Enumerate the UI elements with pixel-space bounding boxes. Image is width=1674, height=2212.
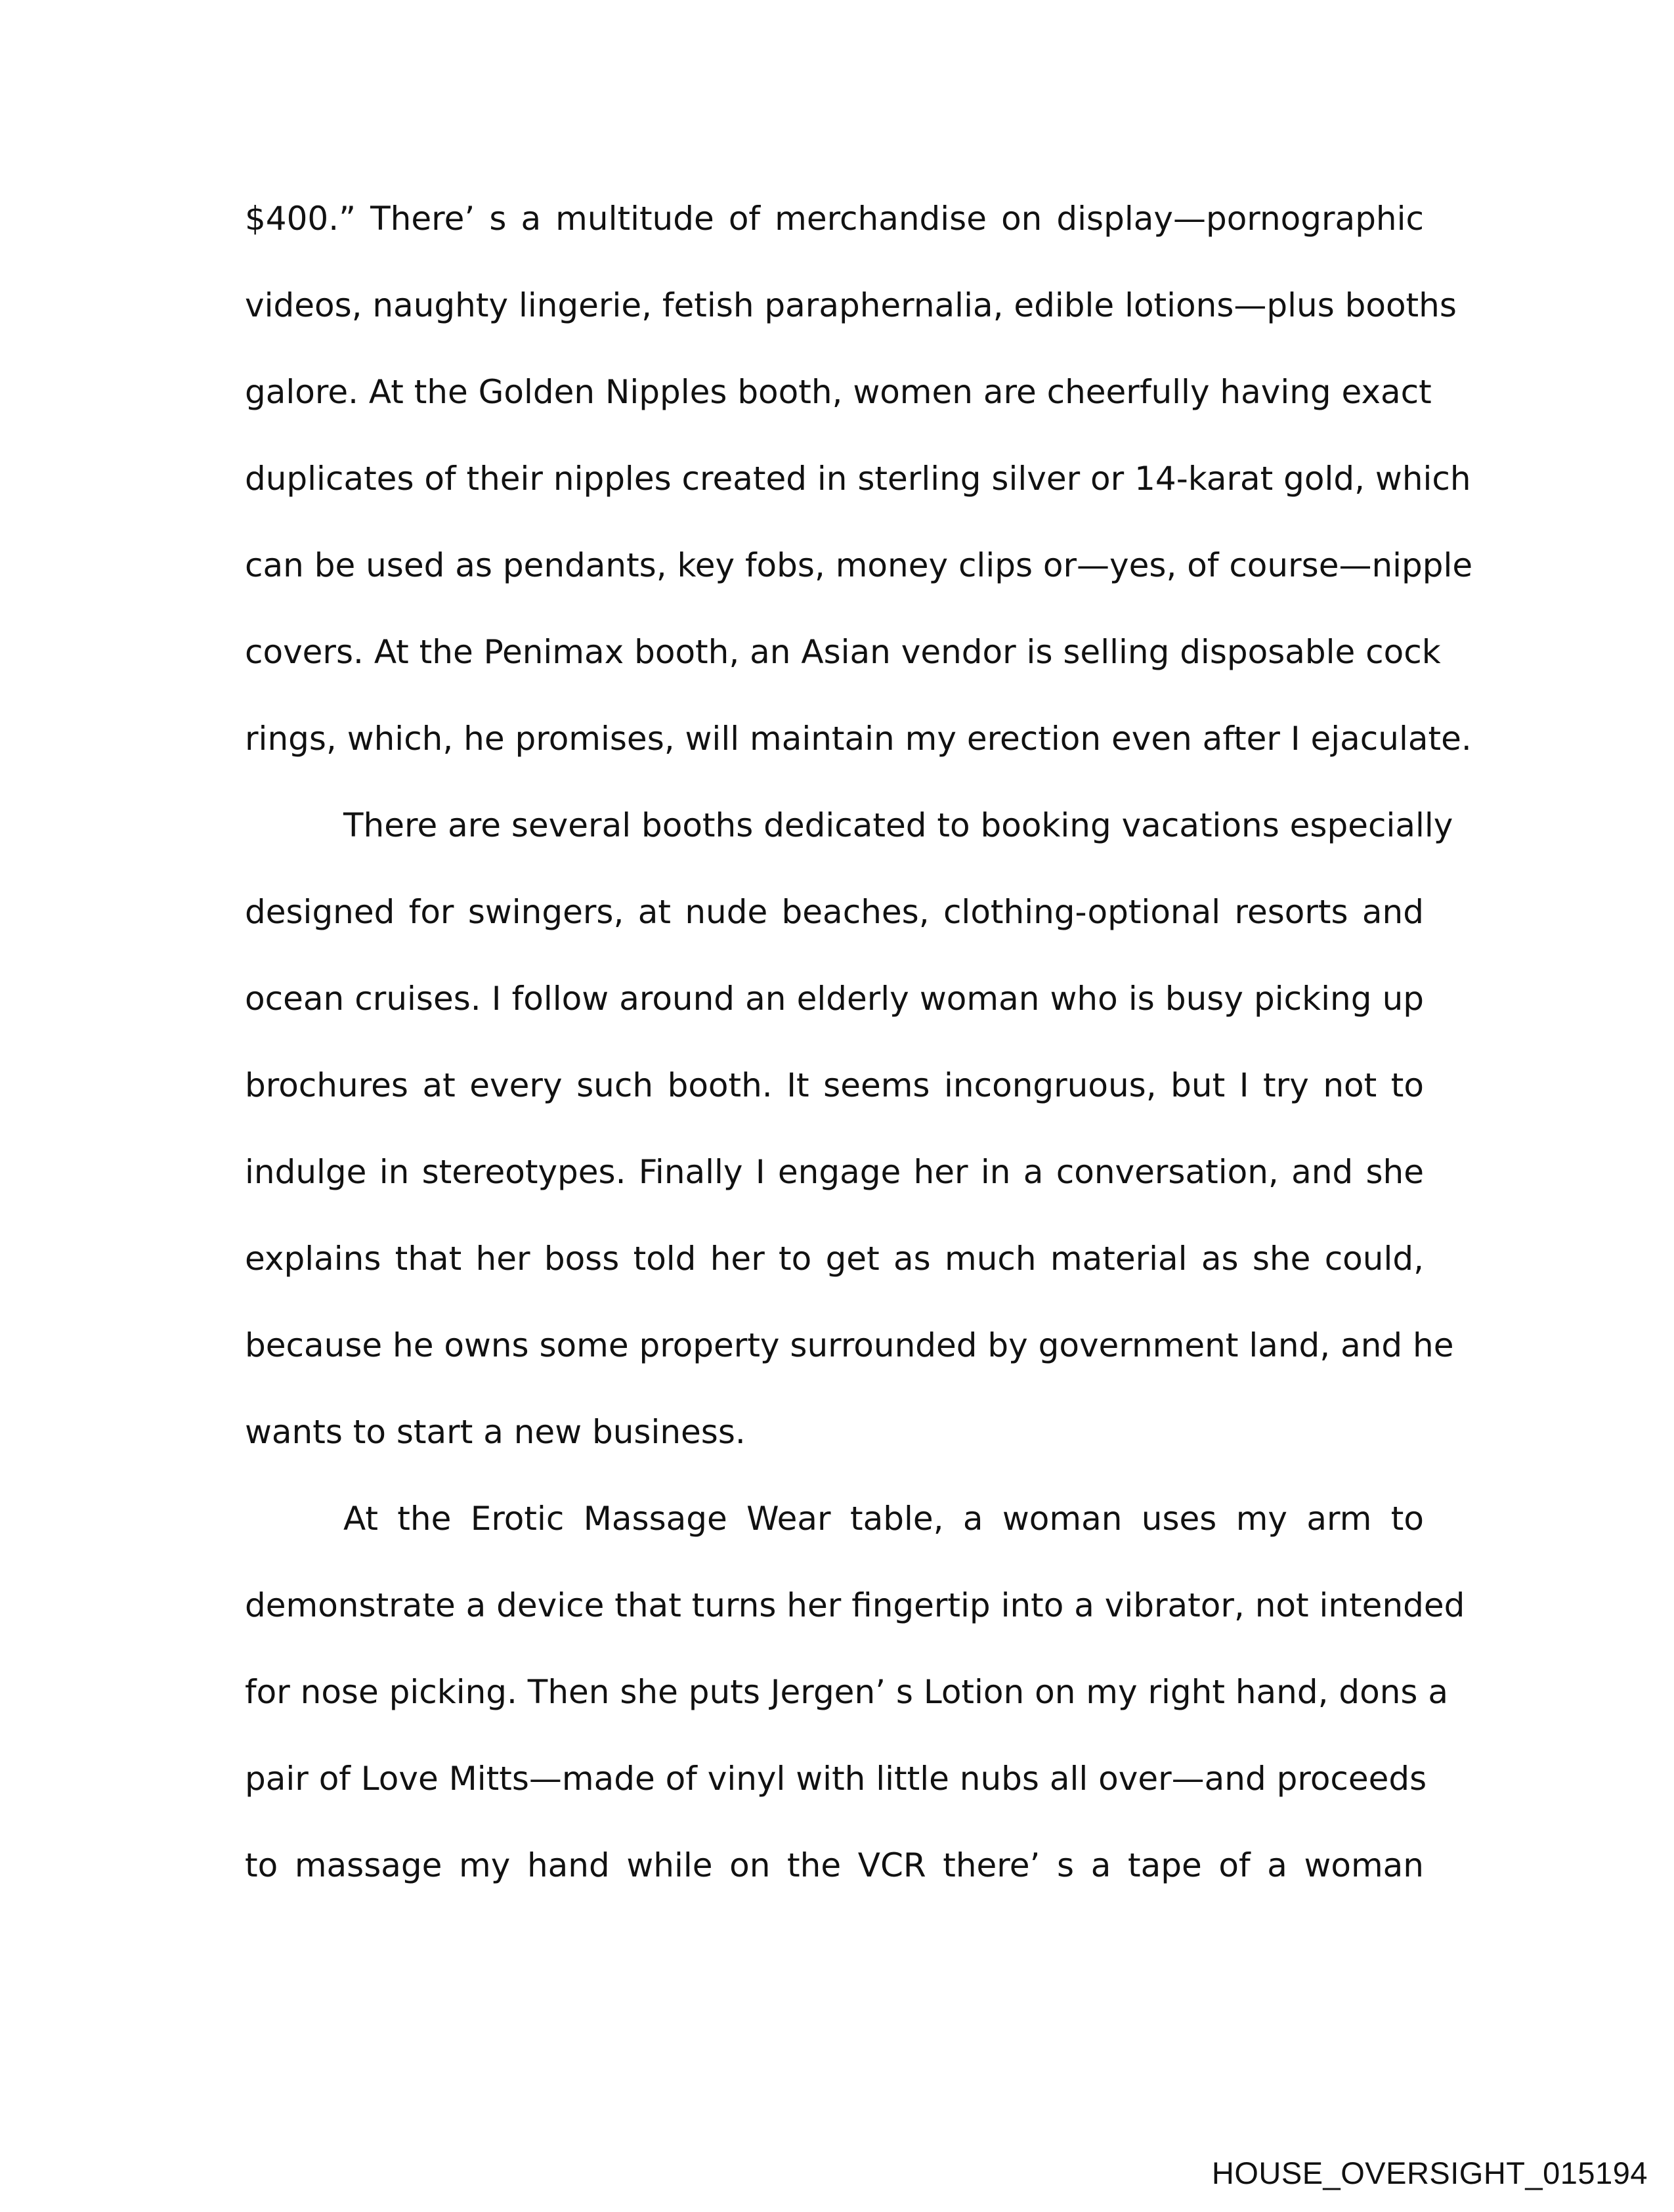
text-line: designed for swingers, at nude beaches, clothing-optional resorts and — [245, 893, 1424, 931]
body-text — [245, 190, 1473, 1924]
bates-stamp: HOUSE_OVERSIGHT_015194 — [1211, 2156, 1648, 2190]
text-line: duplicates of their nipples created in sterling silver or 14-karat gold, which — [245, 460, 1471, 498]
text-line: rings, which, he promises, will maintain my erection even after I ejaculate. — [245, 720, 1472, 758]
text-line: galore. At the Golden Nipples booth, women are cheerfully having exact — [245, 373, 1432, 411]
text-line: covers. At the Penimax booth, an Asian vendor is selling disposable cock — [245, 633, 1441, 671]
text-line: pair of Love Mitts—made of vinyl with little nubs all over—and proceeds — [245, 1760, 1427, 1798]
paragraph-first-line: At the Erotic Massage Wear table, a woman uses my arm to — [343, 1500, 1424, 1538]
text-line: because he owns some property surrounded by government land, and he — [245, 1326, 1454, 1364]
text-line: explains that her boss told her to get as much material as she could, — [245, 1240, 1424, 1278]
text-line: ocean cruises. I follow around an elderly woman who is busy picking up — [245, 980, 1424, 1018]
text-line: indulge in stereotypes. Finally I engage her in a conversation, and she — [245, 1153, 1424, 1191]
paragraph-first-line: There are several booths dedicated to booking vacations especially — [343, 806, 1453, 844]
text-line: can be used as pendants, key fobs, money clips or—yes, of course—nipple — [245, 546, 1473, 584]
text-line: $400.” There’ s a multitude of merchandise on display—pornographic — [245, 200, 1424, 238]
text-line: to massage my hand while on the VCR there’ s a tape of a woman — [245, 1846, 1424, 1884]
text-line: brochures at every such booth. It seems incongruous, but I try not to — [245, 1066, 1424, 1104]
text-line: demonstrate a device that turns her fingertip into a vibrator, not intended — [245, 1586, 1465, 1624]
text-line: videos, naughty lingerie, fetish paraphernalia, edible lotions—plus booths — [245, 286, 1457, 324]
text-line: for nose picking. Then she puts Jergen’ s Lotion on my right hand, dons a — [245, 1673, 1448, 1711]
text-line: wants to start a new business. — [245, 1413, 746, 1451]
